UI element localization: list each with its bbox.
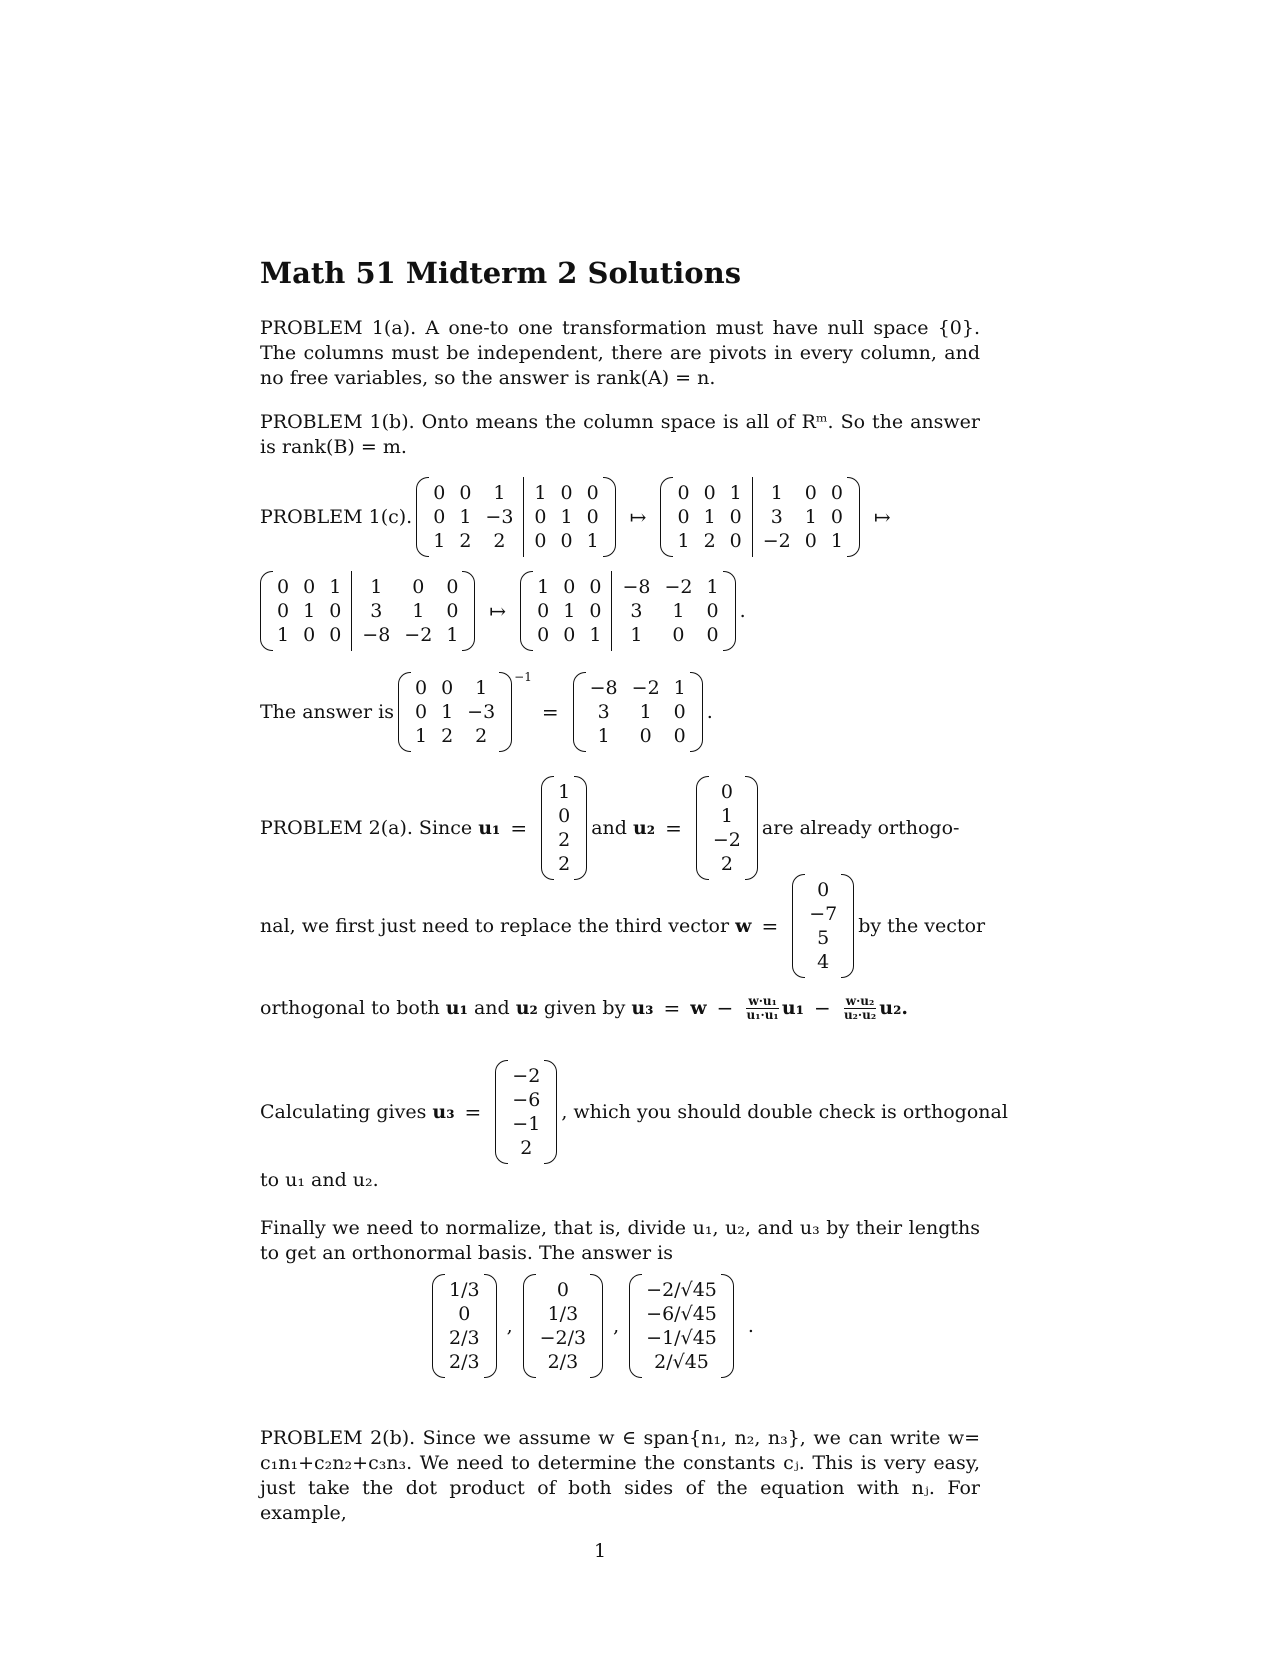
- vector-entry: 0: [458, 1303, 471, 1325]
- matrix-entry: 0: [589, 576, 602, 598]
- matrix-entry: 1: [597, 725, 610, 747]
- matrix-entry: −3: [485, 506, 514, 528]
- problem-1c-label: PROBLEM 1(c).: [260, 506, 413, 528]
- augmented-matrix-step2: [660, 477, 859, 557]
- matrix-entry: 1: [630, 624, 643, 646]
- vector-u3: [495, 1060, 557, 1164]
- calculating-text-end: , which you should double check is orthogonal: [561, 1101, 1008, 1123]
- problem-2a-line1: [260, 776, 959, 880]
- augmented-block: [761, 477, 845, 557]
- matrix-entry: 1: [459, 506, 472, 528]
- problem-1b-text: PROBLEM 1(b). Onto means the column space is all of Rᵐ. So the answer is rank(B) = m.: [260, 411, 980, 458]
- matrix-entry: −3: [467, 701, 496, 723]
- left-paren: [520, 571, 533, 651]
- matrix-entry: 1: [475, 677, 488, 699]
- problem-2b-text: PROBLEM 2(b). Since we assume w ∈ span{n₁, n₂, n₃}, we can write w= c₁n₁+c₂n₂+c₃n₃. We need to determine the constants cⱼ. This is very easy, just take the dot product of both sides of the equation with nⱼ. For example,: [260, 1427, 980, 1524]
- matrix-entry: 2: [459, 530, 472, 552]
- vector-entry: −1: [512, 1113, 541, 1135]
- given-by-text: given by: [543, 997, 626, 1019]
- equals-sign: =: [541, 700, 559, 724]
- vector-grid: [711, 776, 743, 880]
- page-number: 1: [593, 1540, 607, 1562]
- matrix-entry: 0: [804, 482, 817, 504]
- augmented-block: [532, 477, 600, 557]
- matrix-entry: 0: [329, 624, 342, 646]
- matrix-entry: 1: [729, 482, 742, 504]
- vector-u1-symbol: u₁: [478, 817, 501, 839]
- matrix-entry: 1: [329, 576, 342, 598]
- vector-u2: [696, 776, 758, 880]
- matrix-entry: 0: [277, 600, 290, 622]
- matrix-entry: 1: [677, 530, 690, 552]
- right-paren: [745, 776, 758, 880]
- matrix-entry: 0: [830, 482, 843, 504]
- matrix-entry: 0: [673, 725, 686, 747]
- vector-w-symbol: w: [690, 997, 707, 1019]
- vector-w: [792, 874, 854, 978]
- vector-entry: 2: [520, 1137, 533, 1159]
- left-paren: [432, 1274, 445, 1378]
- matrix-entry: 0: [414, 677, 428, 699]
- matrix-grid: [588, 672, 688, 752]
- matrix-entry: 2: [493, 530, 506, 552]
- matrix-entry: 0: [673, 701, 686, 723]
- vector-grid: [510, 1060, 542, 1164]
- problem-2a-line3-text: orthogonal to both: [260, 997, 440, 1019]
- matrix-entry: 0: [329, 600, 342, 622]
- right-paren: [590, 1274, 603, 1378]
- vector-entry: 0: [558, 805, 571, 827]
- vector-entry: −2: [512, 1065, 541, 1087]
- matrix-entry: 1: [804, 506, 817, 528]
- matrix-entry: 0: [433, 506, 446, 528]
- and-text: and: [591, 817, 627, 839]
- matrix-entry: 0: [563, 624, 576, 646]
- vector-entry: −2/√45: [646, 1279, 717, 1301]
- matrix-entry: 0: [804, 530, 817, 552]
- right-paren: [484, 1274, 497, 1378]
- end-period: .: [706, 701, 713, 723]
- orthonormal-basis: [428, 1272, 754, 1380]
- problem-2a-line2-end: by the vector: [858, 915, 986, 937]
- vector-entry: 1: [720, 805, 733, 827]
- end-period: .: [739, 600, 746, 622]
- matrix-entry: 0: [534, 506, 547, 528]
- vector-u2-symbol: u₂.: [879, 997, 909, 1019]
- matrix-entry: 0: [672, 624, 685, 646]
- right-paren: [690, 672, 703, 752]
- matrix-entry: 1: [446, 624, 459, 646]
- matrix-entry: 2: [441, 725, 454, 747]
- vector-entry: 0: [556, 1279, 569, 1301]
- matrix-entry: 1: [370, 576, 383, 598]
- vector-entry: 2/√45: [654, 1351, 709, 1373]
- fraction-denominator: u₁·u₁: [746, 1007, 779, 1022]
- matrix-entry: 0: [677, 506, 690, 528]
- matrix-entry: 0: [560, 530, 573, 552]
- vector-entry: 4: [817, 951, 830, 973]
- coefficient-block: [275, 571, 343, 651]
- matrix-entry: 0: [534, 530, 547, 552]
- matrix-entry: 0: [586, 482, 599, 504]
- matrix-entry: 0: [706, 600, 719, 622]
- problem-1c-answer: [260, 670, 713, 754]
- comma: ,: [613, 1315, 620, 1337]
- matrix-entry: 2: [703, 530, 716, 552]
- augmented-matrix-step3: [260, 571, 475, 651]
- vector-u2-symbol: u₂: [515, 997, 538, 1019]
- minus-sign: −: [814, 996, 831, 1020]
- matrix-entry: 0: [303, 624, 316, 646]
- matrix-entry: 1: [534, 482, 547, 504]
- matrix-entry: 1: [560, 506, 573, 528]
- maps-to-arrow: ↦: [489, 599, 507, 623]
- vector-entry: −2: [712, 829, 741, 851]
- minus-sign: −: [716, 996, 734, 1020]
- left-paren: [416, 477, 429, 557]
- equals-sign: =: [761, 914, 779, 938]
- vector-entry: −2/3: [539, 1327, 587, 1349]
- augmented-block: [360, 571, 460, 651]
- maps-to-arrow: ↦: [873, 505, 891, 529]
- coefficient-block: [675, 477, 743, 557]
- vector-u1: [541, 776, 587, 880]
- answer-matrix: [398, 672, 512, 752]
- vector-entry: 2/3: [547, 1351, 579, 1373]
- problem-2a-line2: [260, 874, 985, 978]
- vector-grid: [807, 874, 839, 978]
- left-paren: [792, 874, 805, 978]
- matrix-entry: 1: [703, 506, 716, 528]
- vector-grid: [447, 1274, 482, 1378]
- matrix-entry: 1: [706, 576, 719, 598]
- matrix-entry: 0: [729, 530, 742, 552]
- fraction-numerator: w·u₂: [845, 993, 875, 1008]
- matrix-entry: 3: [770, 506, 783, 528]
- vector-grid: [556, 776, 572, 880]
- matrix-entry: 1: [830, 530, 843, 552]
- calculating-text: Calculating gives: [260, 1101, 427, 1123]
- matrix-entry: 0: [412, 576, 425, 598]
- inverse-matrix: [573, 672, 703, 752]
- problem-1c-row2: [256, 572, 746, 650]
- right-paren: [721, 1274, 734, 1378]
- matrix-entry: 3: [597, 701, 610, 723]
- matrix-entry: 0: [277, 576, 290, 598]
- left-paren: [660, 477, 673, 557]
- vector-u3-symbol: u₃: [432, 1101, 455, 1123]
- matrix-entry: −8: [589, 677, 618, 699]
- matrix-entry: 0: [703, 482, 716, 504]
- matrix-entry: 1: [770, 482, 783, 504]
- vector-entry: 2/3: [449, 1327, 480, 1349]
- matrix-entry: 1: [441, 701, 454, 723]
- matrix-entry: 0: [433, 482, 446, 504]
- right-paren: [841, 874, 854, 978]
- matrix-entry: 1: [277, 624, 290, 646]
- vector-entry: −6/√45: [646, 1303, 717, 1325]
- problem-1c-row1: [260, 478, 901, 556]
- fraction-denominator: u₂·u₂: [843, 1007, 877, 1022]
- matrix-entry: 1: [589, 624, 602, 646]
- problem-2a-calc: [260, 1060, 1008, 1164]
- matrix-entry: 0: [830, 506, 843, 528]
- matrix-entry: 1: [303, 600, 316, 622]
- augmented-matrix-step1: [416, 477, 615, 557]
- page-title: Math 51 Midterm 2 Solutions: [260, 256, 742, 290]
- right-paren: [462, 571, 475, 651]
- vector-entry: 1/3: [449, 1279, 480, 1301]
- right-paren: [603, 477, 616, 557]
- equals-sign: =: [665, 816, 682, 840]
- vector-entry: 2: [558, 853, 571, 875]
- fraction-numerator: w·u₁: [748, 993, 777, 1008]
- matrix-entry: −2: [404, 624, 433, 646]
- inverse-exponent: −1: [514, 670, 532, 684]
- matrix-entry: 0: [563, 576, 576, 598]
- normalize-text: Finally we need to normalize, that is, divide u₁, u₂, and u₃ by their lengths to get an orthonormal basis. The answer is: [260, 1217, 980, 1264]
- answer-label: The answer is: [260, 701, 394, 723]
- calc-continuation: to u₁ and u₂.: [260, 1169, 379, 1191]
- augment-bar: [523, 477, 524, 557]
- left-paren: [541, 776, 554, 880]
- matrix-entry: 1: [433, 530, 446, 552]
- vector-entry: −1/√45: [646, 1327, 717, 1349]
- problem-2a-line3: [260, 988, 908, 1028]
- basis-vector-1: [432, 1274, 497, 1378]
- matrix-entry: 0: [441, 677, 454, 699]
- matrix-entry: 0: [677, 482, 690, 504]
- vector-entry: 1/3: [547, 1303, 579, 1325]
- left-paren: [523, 1274, 536, 1378]
- problem-1a-text: PROBLEM 1(a). A one-to one transformation must have null space {0}. The columns must be independent, there are pivots in every column, and no free variables, so the answer is rank(A) = n.: [260, 317, 980, 389]
- vector-w-symbol: w: [735, 915, 752, 937]
- left-paren: [629, 1274, 642, 1378]
- matrix-entry: 0: [459, 482, 472, 504]
- matrix-entry: 0: [446, 576, 459, 598]
- period: .: [747, 1315, 754, 1337]
- matrix-entry: 0: [303, 576, 316, 598]
- problem-2a-intro: PROBLEM 2(a). Since: [260, 817, 473, 839]
- matrix-entry: 1: [586, 530, 599, 552]
- vector-u3-symbol: u₃: [631, 997, 654, 1019]
- right-paren: [847, 477, 860, 557]
- vector-entry: 5: [817, 927, 830, 949]
- coefficient-block: [535, 571, 603, 651]
- augment-bar: [351, 571, 352, 651]
- right-paren: [723, 571, 736, 651]
- matrix-entry: −2: [631, 677, 660, 699]
- matrix-entry: 0: [639, 725, 652, 747]
- vector-grid: [538, 1274, 589, 1378]
- vector-entry: −7: [809, 903, 838, 925]
- left-paren: [398, 672, 411, 752]
- vector-entry: 1: [558, 781, 571, 803]
- matrix-entry: 1: [673, 677, 686, 699]
- and-text: and: [473, 997, 510, 1019]
- maps-to-arrow: ↦: [629, 505, 647, 529]
- matrix-entry: −2: [664, 576, 693, 598]
- left-paren: [260, 571, 273, 651]
- left-paren: [696, 776, 709, 880]
- left-paren: [495, 1060, 508, 1164]
- problem-2a-line2-text: nal, we first just need to replace the third vector: [260, 915, 730, 937]
- vector-u1-symbol: u₁: [781, 997, 805, 1019]
- equals-sign: =: [464, 1100, 482, 1124]
- matrix-entry: 1: [412, 600, 425, 622]
- vector-entry: 2: [720, 853, 733, 875]
- vector-u2-symbol: u₂: [632, 817, 656, 839]
- problem-2a-line1-end: are already orthogo-: [761, 817, 960, 839]
- matrix-entry: 0: [446, 600, 459, 622]
- matrix-entry: 0: [560, 482, 573, 504]
- matrix-entry: 1: [493, 482, 506, 504]
- vector-entry: 0: [817, 879, 830, 901]
- matrix-entry: 1: [414, 725, 428, 747]
- matrix-entry: 3: [370, 600, 383, 622]
- matrix-grid: [413, 672, 497, 752]
- matrix-entry: 0: [706, 624, 719, 646]
- right-paren: [574, 776, 587, 880]
- vector-grid: [644, 1274, 719, 1378]
- augmented-block: [620, 571, 720, 651]
- equals-sign: =: [510, 816, 528, 840]
- right-paren: [499, 672, 512, 752]
- vector-entry: 0: [720, 781, 733, 803]
- vector-entry: 2: [558, 829, 571, 851]
- matrix-entry: 3: [630, 600, 643, 622]
- vector-u1-symbol: u₁: [445, 997, 468, 1019]
- matrix-entry: −2: [762, 530, 791, 552]
- vector-entry: −6: [512, 1089, 541, 1111]
- matrix-entry: 1: [563, 600, 576, 622]
- matrix-entry: 0: [537, 600, 550, 622]
- projection-fraction-2: [844, 995, 877, 1022]
- vector-entry: 2/3: [449, 1351, 480, 1373]
- augmented-matrix-step4: [520, 571, 735, 651]
- matrix-entry: 2: [475, 725, 488, 747]
- basis-vector-2: [523, 1274, 604, 1378]
- matrix-entry: 0: [537, 624, 550, 646]
- augment-bar: [752, 477, 753, 557]
- coefficient-block: [431, 477, 515, 557]
- matrix-entry: 0: [586, 506, 599, 528]
- matrix-entry: −8: [362, 624, 391, 646]
- right-paren: [544, 1060, 557, 1164]
- projection-fraction-1: [746, 995, 779, 1022]
- equals-sign: =: [663, 996, 681, 1020]
- matrix-entry: −8: [622, 576, 651, 598]
- matrix-entry: 1: [672, 600, 685, 622]
- matrix-entry: 1: [639, 701, 652, 723]
- matrix-entry: 0: [589, 600, 602, 622]
- left-paren: [573, 672, 586, 752]
- matrix-entry: 0: [729, 506, 742, 528]
- matrix-entry: 0: [414, 701, 428, 723]
- comma: ,: [506, 1315, 513, 1337]
- augment-bar: [611, 571, 612, 651]
- basis-vector-3: [629, 1274, 734, 1378]
- matrix-entry: 1: [537, 576, 550, 598]
